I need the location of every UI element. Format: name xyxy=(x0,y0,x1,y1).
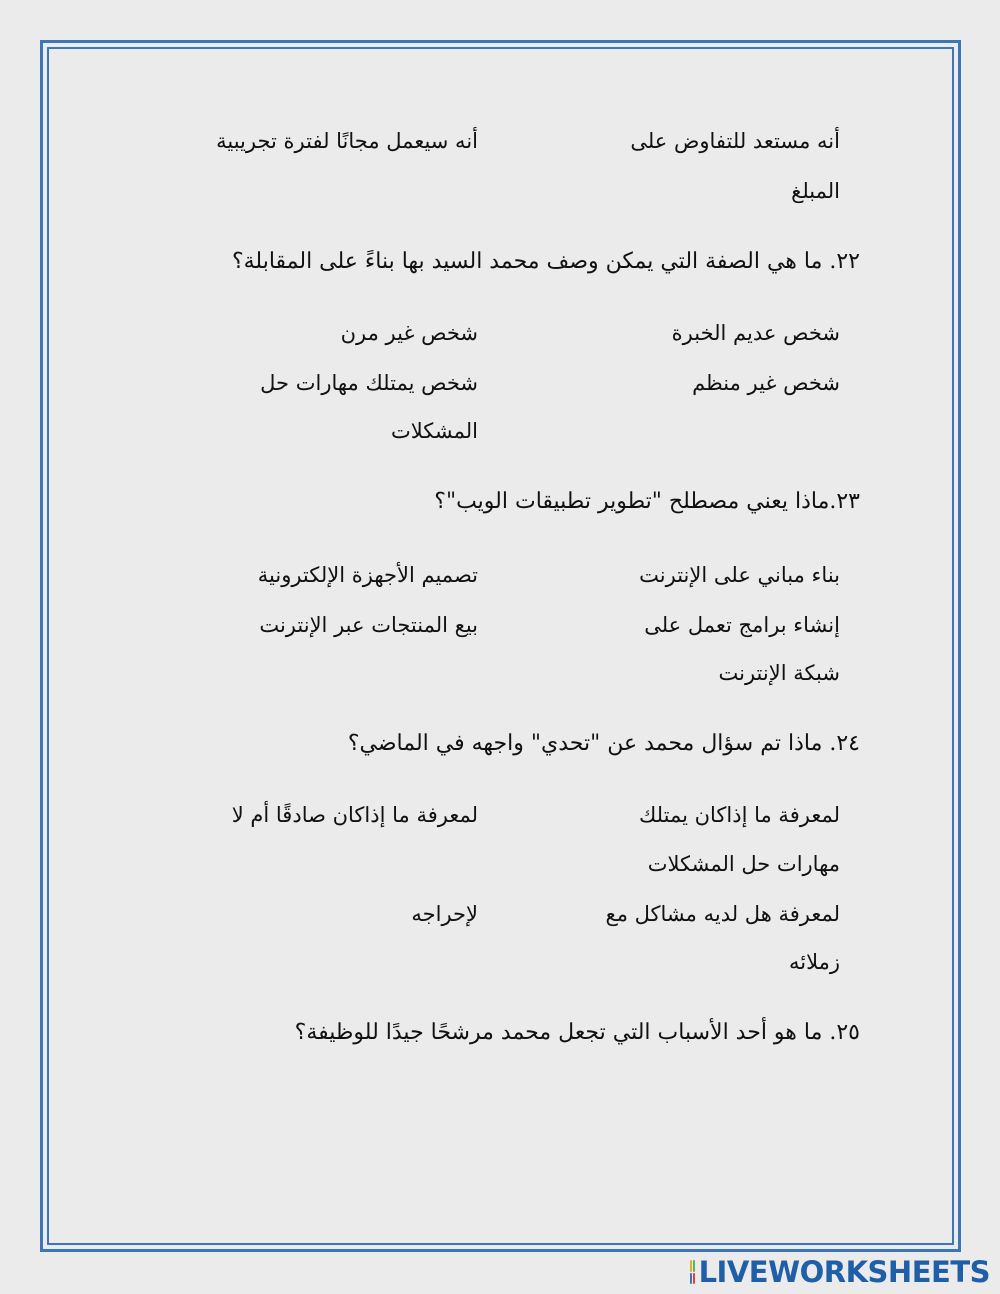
q23-option-a[interactable]: بناء مباني على الإنترنت xyxy=(639,563,840,587)
option-negotiate-line2[interactable]: المبلغ xyxy=(791,179,840,203)
liveworksheets-badge-icon xyxy=(690,1260,695,1284)
badge-tile xyxy=(690,1260,692,1272)
option-free-trial[interactable]: أنه سيعمل مجانًا لفترة تجريبية xyxy=(216,129,478,153)
q23-option-c-line1[interactable]: إنشاء برامج تعمل على xyxy=(644,613,840,637)
liveworksheets-brand-text: LIVEWORKSHEETS xyxy=(698,1255,990,1289)
q24-option-a-line1[interactable]: لمعرفة ما إذاكان يمتلك xyxy=(638,803,840,827)
q22-option-d-line1[interactable]: شخص يمتلك مهارات حل xyxy=(260,371,478,395)
q24-option-c-line1[interactable]: لمعرفة هل لديه مشاكل مع xyxy=(605,902,840,926)
question-23: ٢٣.ماذا يعني مصطلح "تطوير تطبيقات الويب"؟ xyxy=(434,489,860,514)
q24-option-a-line2[interactable]: مهارات حل المشكلات xyxy=(647,852,840,876)
badge-tile xyxy=(690,1273,692,1285)
q22-option-c[interactable]: شخص غير منظم xyxy=(692,371,840,395)
question-24: ٢٤. ماذا تم سؤال محمد عن "تحدي" واجهه في الماضي؟ xyxy=(347,731,860,756)
badge-tile xyxy=(693,1260,695,1272)
q22-option-d-line2[interactable]: المشكلات xyxy=(390,419,478,443)
q22-option-a[interactable]: شخص عديم الخبرة xyxy=(671,321,840,345)
q23-option-c-line2[interactable]: شبكة الإنترنت xyxy=(718,661,840,685)
q23-option-b[interactable]: تصميم الأجهزة الإلكترونية xyxy=(257,563,478,587)
badge-tile xyxy=(693,1273,695,1285)
q24-option-c-line2[interactable]: زملائه xyxy=(788,950,840,974)
q23-option-d[interactable]: بيع المنتجات عبر الإنترنت xyxy=(259,613,478,637)
question-25: ٢٥. ما هو أحد الأسباب التي تجعل محمد مرشحًا جيدًا للوظيفة؟ xyxy=(294,1020,860,1045)
page-border-inner xyxy=(47,47,954,1245)
q24-option-b[interactable]: لمعرفة ما إذاكان صادقًا أم لا xyxy=(231,803,478,827)
q24-option-d[interactable]: لإحراجه xyxy=(411,902,478,926)
option-negotiate-line1[interactable]: أنه مستعد للتفاوض على xyxy=(630,129,840,153)
liveworksheets-logo[interactable] xyxy=(690,1256,990,1288)
question-22: ٢٢. ما هي الصفة التي يمكن وصف محمد السيد بها بناءً على المقابلة؟ xyxy=(231,249,860,274)
q22-option-b[interactable]: شخص غير مرن xyxy=(340,321,478,345)
